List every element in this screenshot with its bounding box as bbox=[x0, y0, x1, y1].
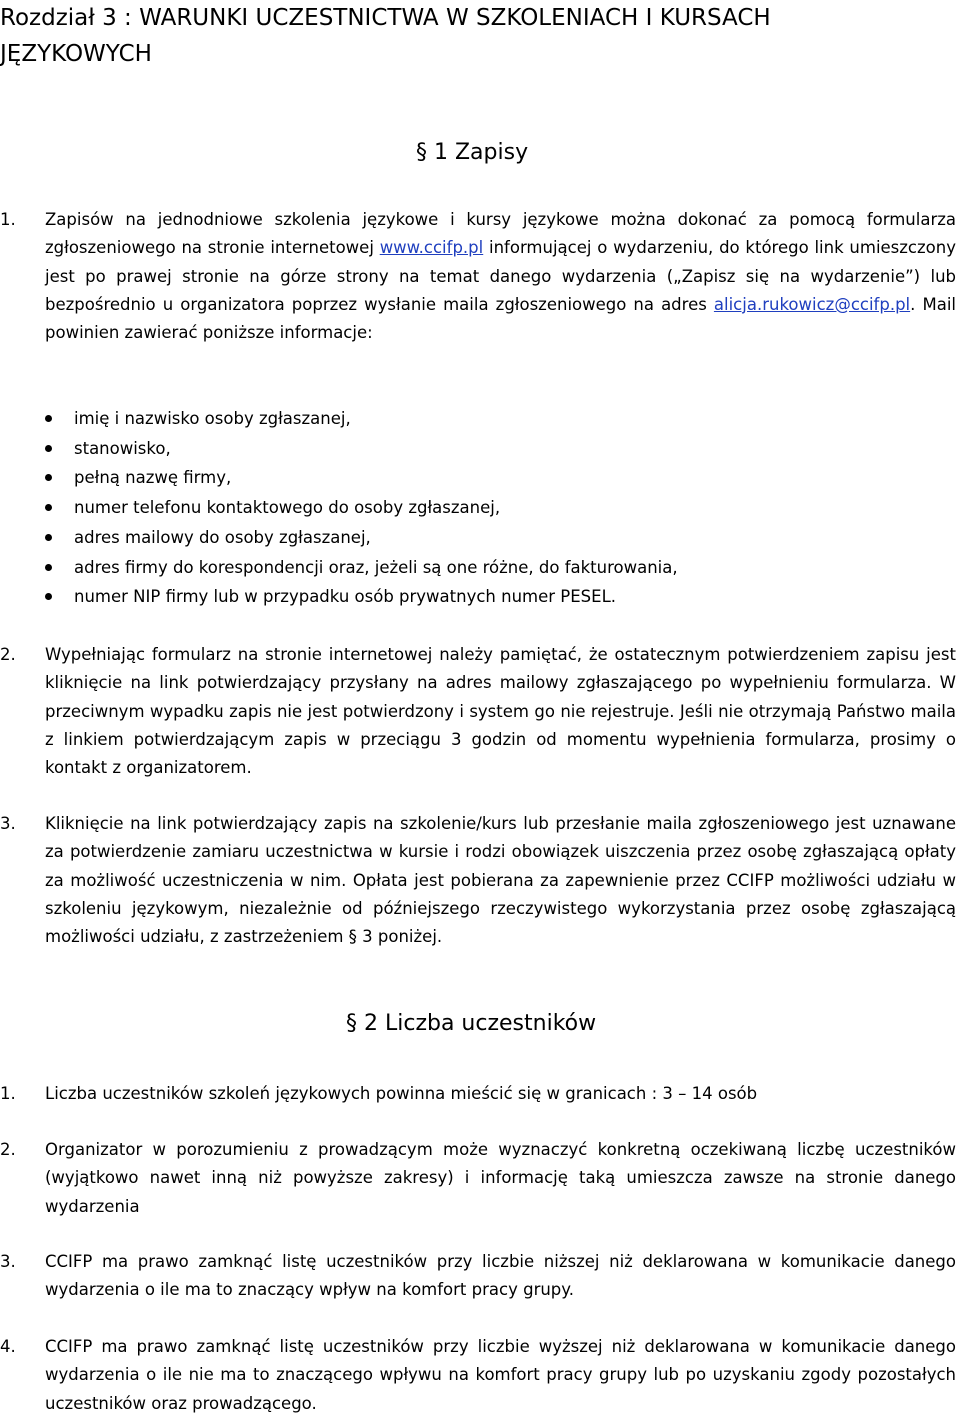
list-item bbox=[45, 404, 945, 434]
item-number: 2. bbox=[0, 1140, 16, 1159]
bullet-icon bbox=[45, 474, 52, 481]
paragraph-participant-range: Liczba uczestników szkoleń językowych powinna mieścić się w granicach : 3 – 14 osób bbox=[45, 1084, 758, 1103]
bullet-icon bbox=[45, 564, 52, 571]
item-number: 3. bbox=[0, 814, 16, 833]
item-number: 1. bbox=[0, 1084, 16, 1103]
list-item-text: stanowisko, bbox=[74, 438, 171, 458]
list-item bbox=[45, 434, 945, 464]
bullet-icon bbox=[45, 593, 52, 600]
list-item bbox=[45, 463, 945, 493]
list-item-text: adres firmy do korespondencji oraz, jeżeli są one różne, do fakturowania, bbox=[74, 557, 678, 577]
paragraph-text: . Mail powinien zawierać poniższe informacje: bbox=[45, 294, 956, 343]
list-item-text: imię i nazwisko osoby zgłaszanej, bbox=[74, 409, 351, 428]
bullet-icon bbox=[45, 445, 52, 452]
chapter-title: Rozdział 3 : WARUNKI UCZESTNICTWA W SZKOLENIACH I KURSACH JĘZYKOWYCH bbox=[0, 5, 771, 67]
paragraph-confirmation: Wypełniając formularz na stronie internetowej należy pamiętać, że ostatecznym potwierdzeniem zapisu jest kliknięcie na link potwierdzający przysłany na adres mailowy zgłaszającego po wypełnieniu formularza. W przeciwnym wypadku zapis nie jest potwierdzony i system go nie rejestruje. Jeśli nie otrzymają Państwo maila z linkiem potwierdzającym zapis w przeciągu 3 godzin od momentu wypełnienia formularza, prosimy o kontakt z organizatorem. bbox=[45, 645, 956, 778]
item-number: 1. bbox=[0, 210, 16, 229]
list-item bbox=[45, 523, 945, 553]
list-item-text: numer telefonu kontaktowego do osoby zgłaszanej, bbox=[74, 498, 501, 518]
paragraph-close-list-higher: CCIFP ma prawo zamknąć listę uczestników przy liczbie wyższej niż deklarowana w komunikacie danego wydarzenia o ile nie ma to znaczącego wpływu na komfort pracy grupy lub po uzyskaniu zgody pozostałych uczestników oraz prowadzącego. bbox=[45, 1337, 956, 1413]
paragraph-text: informującej o wydarzeniu, do którego link umieszczony jest po prawej stronie na górze strony na temat danego wydarzenia („Zapisz się na wydarzenie”) lub bezpośrednio u organizatora poprzez wysłanie maila zgłoszeniowego na adres bbox=[45, 238, 956, 314]
paragraph-payment: Kliknięcie na link potwierdzający zapis na szkolenie/kurs lub przesłanie maila zgłoszeniowego jest uznawane za potwierdzenie zamiaru uczestnictwa w kursie i rodzi obowiązek uiszczenia przez osobę zgłaszającą opłaty za możliwość uczestniczenia w nim. Opłata jest pobierana za zapewnienie przez CCIFP możliwości udziału w szkoleniu językowym, niezależnie od późniejszego rzeczywistego wykorzystania przez osobę zgłaszającą możliwości udziału, z zastrzeżeniem § 3 poniżej. bbox=[45, 814, 956, 947]
list-item-text: adres mailowy do osoby zgłaszanej, bbox=[74, 527, 371, 547]
item-number: 2. bbox=[0, 645, 16, 664]
bullet-icon bbox=[45, 415, 52, 422]
paragraph-registration bbox=[45, 206, 956, 347]
required-info-list bbox=[45, 404, 945, 612]
email-link[interactable]: alicja.rukowicz@ccifp.pl bbox=[713, 294, 911, 314]
paragraph-text: Zapisów na jednodniowe szkolenia językowe i kursy językowe można dokonać za pomocą formularza zgłoszeniowego na stronie internetowej bbox=[45, 210, 956, 258]
list-item bbox=[45, 493, 945, 523]
list-item-text: numer NIP firmy lub w przypadku osób prywatnych numer PESEL. bbox=[74, 587, 617, 607]
paragraph-organizer-limit: Organizator w porozumieniu z prowadzącym może wyznaczyć konkretną oczekiwaną liczbę uczestników (wyjątkowo nawet inną niż powyższe zakresy) i informację taką umieszcza zawsze na stronie danego wydarzenia bbox=[45, 1140, 956, 1216]
list-item bbox=[45, 553, 945, 583]
paragraph-close-list-lower: CCIFP ma prawo zamknąć listę uczestników przy liczbie niższej niż deklarowana w komunikacie danego wydarzenia o ile ma to znaczący wpływ na komfort pracy grupy. bbox=[45, 1252, 956, 1300]
website-link[interactable]: www.ccifp.pl bbox=[379, 238, 484, 258]
bullet-icon bbox=[45, 534, 52, 541]
list-item bbox=[45, 582, 945, 612]
bullet-icon bbox=[45, 504, 52, 511]
item-number: 3. bbox=[0, 1252, 16, 1271]
section-1-heading: § 1 Zapisy bbox=[416, 140, 529, 165]
section-2-heading: § 2 Liczba uczestników bbox=[346, 1011, 597, 1036]
list-item-text: pełną nazwę firmy, bbox=[74, 468, 232, 488]
item-number: 4. bbox=[0, 1337, 16, 1356]
